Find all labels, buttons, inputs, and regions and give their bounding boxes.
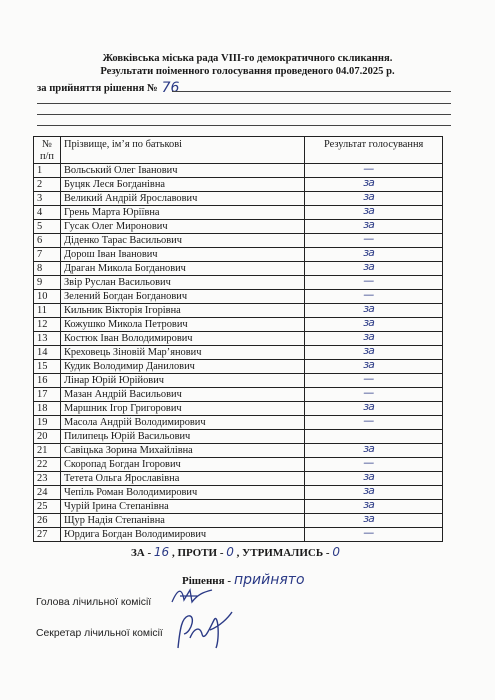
table-row (34, 374, 443, 388)
vote-totals (131, 545, 340, 559)
underline (172, 91, 451, 92)
vote-mark: — (363, 526, 374, 539)
deputy-name: Савіцька Зорина Михайлівна (60, 444, 304, 458)
vote-result (305, 444, 443, 458)
vote-mark: за (363, 344, 374, 357)
vote-mark: за (363, 330, 374, 343)
row-number: 16 (34, 374, 61, 388)
commission-secretary-label: Секретар лічильної комісії (36, 628, 163, 639)
vote-mark: за (363, 470, 374, 483)
row-number: 17 (34, 388, 61, 402)
underline (37, 114, 451, 115)
row-number: 27 (34, 528, 61, 542)
vote-mark: за (363, 302, 374, 315)
row-number: 26 (34, 514, 61, 528)
vote-result (305, 276, 443, 290)
vote-mark: за (363, 400, 374, 413)
vote-mark: за (363, 176, 374, 189)
vote-mark: за (363, 442, 374, 455)
deputy-name: Тетета Ольга Ярославівна (60, 472, 304, 486)
row-number: 21 (34, 444, 61, 458)
row-number: 9 (34, 276, 61, 290)
deputy-name: Драган Микола Богданович (60, 262, 304, 276)
vote-result (305, 374, 443, 388)
secretary-signature (170, 608, 240, 654)
vote-result (305, 402, 443, 416)
deputy-name: Маршник Ігор Григорович (60, 402, 304, 416)
deputy-name: Мазан Андрій Васильович (60, 388, 304, 402)
deputy-name: Буцяк Леся Богданівна (60, 178, 304, 192)
vote-result (305, 528, 443, 542)
deputy-name: Юрдига Богдан Володимирович (60, 528, 304, 542)
table-row (34, 500, 443, 514)
row-number: 10 (34, 290, 61, 304)
table-row (34, 472, 443, 486)
vote-mark: — (363, 274, 374, 287)
vote-mark: — (363, 162, 374, 175)
resolution-label: Рішення - (182, 575, 231, 587)
deputy-name: Кильник Вікторія Ігорівна (60, 304, 304, 318)
council-title: Жовківська міська рада VIII-го демократичного скликання. (102, 53, 393, 64)
table-row (34, 416, 443, 430)
vote-mark: за (363, 484, 374, 497)
vote-mark: за (363, 260, 374, 273)
table-row (34, 262, 443, 276)
vote-mark: за (363, 512, 374, 525)
row-number: 7 (34, 248, 61, 262)
deputy-name: Діденко Тарас Васильович (60, 234, 304, 248)
vote-mark: — (363, 414, 374, 427)
row-number: 20 (34, 430, 61, 444)
row-number: 14 (34, 346, 61, 360)
vote-mark: за (363, 358, 374, 371)
deputy-name: Грень Марта Юріївна (60, 206, 304, 220)
table-row (34, 178, 443, 192)
vote-mark: за (363, 316, 374, 329)
proty-label: , ПРОТИ - (171, 547, 224, 559)
table-row (34, 346, 443, 360)
deputy-name: Зелений Богдан Богданович (60, 290, 304, 304)
table-row (34, 528, 443, 542)
deputy-name: Чепіль Роман Володимирович (60, 486, 304, 500)
header-name: Прізвище, ім’я по батькові (60, 137, 304, 164)
decision-number: 76 (161, 80, 180, 96)
row-number: 8 (34, 262, 61, 276)
row-number: 18 (34, 402, 61, 416)
head-signature (168, 584, 218, 610)
row-number: 5 (34, 220, 61, 234)
deputy-name: Пилипець Юрій Васильович (60, 430, 304, 444)
deputy-name: Вольський Олег Іванович (60, 164, 304, 178)
vote-mark: за (363, 204, 374, 217)
deputy-name: Дорош Іван Іванович (60, 248, 304, 262)
za-label: ЗА - (131, 547, 152, 559)
table-row (34, 444, 443, 458)
decision-line (37, 79, 179, 95)
deputy-name: Масола Андрій Володимирович (60, 416, 304, 430)
table-row (34, 164, 443, 178)
row-number: 6 (34, 234, 61, 248)
table-row (34, 276, 443, 290)
vote-result (305, 360, 443, 374)
table-row (34, 388, 443, 402)
table-row (34, 514, 443, 528)
utrym-count: 0 (332, 545, 340, 559)
table-row (34, 304, 443, 318)
row-number: 23 (34, 472, 61, 486)
header-result: Результат голосування (305, 137, 443, 164)
table-row (34, 234, 443, 248)
vote-mark: за (363, 190, 374, 203)
deputy-name: Лінар Юрій Юрійович (60, 374, 304, 388)
row-number: 1 (34, 164, 61, 178)
table-row (34, 248, 443, 262)
votes-table (33, 136, 443, 542)
deputy-name: Гусак Олег Миронович (60, 220, 304, 234)
table-row (34, 318, 443, 332)
row-number: 4 (34, 206, 61, 220)
table-row (34, 332, 443, 346)
vote-mark: за (363, 498, 374, 511)
deputy-name: Великий Андрій Ярославович (60, 192, 304, 206)
vote-result (305, 262, 443, 276)
proty-count: 0 (226, 545, 234, 559)
row-number: 22 (34, 458, 61, 472)
deputy-name: Креховець Зіновій Мар’янович (60, 346, 304, 360)
underline (37, 125, 451, 126)
table-body (34, 164, 443, 542)
vote-mark: — (363, 288, 374, 301)
table-row (34, 402, 443, 416)
row-number: 3 (34, 192, 61, 206)
table-row (34, 206, 443, 220)
deputy-name: Кудик Володимир Данилович (60, 360, 304, 374)
vote-mark: — (363, 372, 374, 385)
table-row (34, 486, 443, 500)
row-number: 11 (34, 304, 61, 318)
vote-result (305, 416, 443, 430)
table-row (34, 290, 443, 304)
table-row (34, 192, 443, 206)
table-row (34, 360, 443, 374)
row-number: 2 (34, 178, 61, 192)
row-number: 13 (34, 332, 61, 346)
utrym-label: , УТРИМАЛИСЬ - (236, 547, 330, 559)
table-row (34, 458, 443, 472)
deputy-name: Звір Руслан Васильович (60, 276, 304, 290)
vote-result (305, 514, 443, 528)
row-number: 19 (34, 416, 61, 430)
deputy-name: Скоропад Богдан Ігорович (60, 458, 304, 472)
decision-prefix: за прийняття рішення № (37, 83, 158, 94)
vote-mark: — (363, 232, 374, 245)
deputy-name: Чурій Ірина Степанівна (60, 500, 304, 514)
deputy-name: Щур Надія Степанівна (60, 514, 304, 528)
vote-mark: — (363, 386, 374, 399)
row-number: 25 (34, 500, 61, 514)
vote-mark: за (363, 218, 374, 231)
commission-head-label: Голова лічильної комісії (36, 597, 152, 608)
table-row (34, 220, 443, 234)
vote-result (305, 220, 443, 234)
row-number: 15 (34, 360, 61, 374)
za-count: 16 (153, 545, 170, 559)
table-header-row (34, 137, 443, 164)
vote-mark: за (363, 246, 374, 259)
vote-mark: — (363, 456, 374, 469)
header-num: № п/п (34, 137, 61, 164)
deputy-name: Костюк Іван Володимирович (60, 332, 304, 346)
table-row (34, 430, 443, 444)
row-number: 12 (34, 318, 61, 332)
results-title: Результати поіменного голосування проведеного 04.07.2025 р. (100, 66, 395, 77)
resolution-value: прийнято (233, 572, 305, 588)
underline (37, 103, 451, 104)
row-number: 24 (34, 486, 61, 500)
deputy-name: Кожушко Микола Петрович (60, 318, 304, 332)
